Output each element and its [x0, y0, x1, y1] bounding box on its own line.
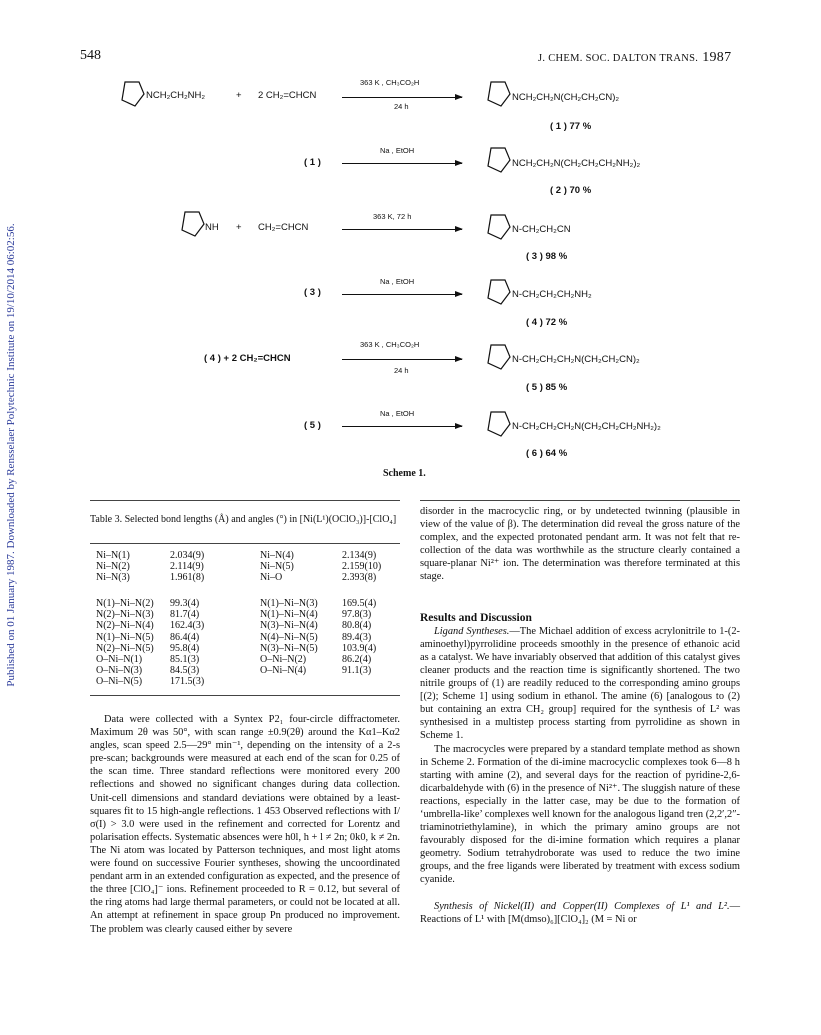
condition-5-bottom: 24 h — [394, 366, 409, 375]
journal-name: J. CHEM. SOC. DALTON TRANS. — [538, 53, 699, 64]
bond-label: N(1)–Ni–N(4) — [260, 609, 318, 621]
journal-year: 1987 — [702, 50, 732, 65]
reagent-1: 2 CH₂=CHCN — [258, 90, 317, 101]
bond-value: 2.134(9) — [342, 550, 377, 561]
reactant-4: ( 3 ) — [304, 287, 321, 298]
synthesis-text: —Reactions of L¹ with [M(dmso)₆][ClO₄]₂ (M = Ni or — [420, 900, 740, 925]
table-row — [96, 598, 396, 609]
pyrrolidine-ring-icon — [484, 213, 512, 241]
ligand-text: —The Michael addition of excess acrylonitrile to 1-(2-aminoethyl)pyrrolidine proceeds smoothly in the presence of ethanoic acid as a catalyst. We have invariably observed that addition of this catalyst gives cleaner products and the reaction time is significantly shortened. The two nitrile groups of (1) are readily reduced to the corresponding amino groups [(2); Scheme 1] using sodium in ethanol. The amine (6) [analogous to (2) but containing an extra CH₂ group] required for the synthesis of L² was synthesised in a multistep process starting from pyrrolidine as shown in Scheme 1. — [420, 625, 740, 742]
table-row — [96, 572, 396, 583]
condition-5-top: 363 K , CH₃CO₂H — [360, 340, 420, 349]
ligand-title: Ligand Syntheses. — [434, 625, 510, 637]
right-column — [420, 505, 740, 926]
reactant-2: ( 1 ) — [304, 157, 321, 168]
synthesis-title: Synthesis of Nickel(II) and Copper(II) Complexes of L¹ and L². — [434, 900, 730, 912]
reaction-arrow-5 — [342, 359, 462, 360]
condition-1-top: 363 K , CH₃CO₂H — [360, 78, 420, 87]
product-5: N-CH₂CH₂CH₂N(CH₂CH₂CN)₂ — [512, 354, 640, 365]
reaction-arrow-4 — [342, 294, 462, 295]
bond-value: 97.8(3) — [342, 609, 372, 621]
pyrrolidine-ring-icon — [118, 80, 146, 108]
bond-label: N(3)–Ni–N(5) — [260, 642, 318, 654]
bond-label: N(3)–Ni–N(4) — [260, 620, 318, 632]
bond-value: 99.3(4) — [170, 598, 200, 609]
bond-label: N(2)–Ni–N(5) — [96, 642, 154, 654]
pyrrolidine-ring-icon — [484, 278, 512, 306]
reactant-5: ( 4 ) + 2 CH₂=CHCN — [204, 353, 291, 364]
bond-value: 84.5(3) — [170, 665, 200, 677]
bond-label: O–Ni–N(4) — [260, 665, 307, 677]
diffraction-text: Data were collected with a Syntex P2₁ four-circle diffractometer. Maximum 2θ was 50°, with scan range ±0.9(2θ) around the Kα1–Kα2 angles, scan speed 2.5—29° min⁻¹, depending on the intensity of a 2-s pre-scan; backgrounds were measured at each end of the scan for 0.25 of the scan time. Three standard reflections were monitored every 200 reflections and showed no significant changes during data collection. Unit-cell dimensions and standard deviations were obtained by a least-squares fit to 15 high-angle reflections. 1 453 Observed reflections with I/σ(I) > 3.0 were used in the refinement and corrected for Lorentz and polarisation effects. Systematic absences were h0l, h + l ≠ 2n; 0k0, k ≠ 2n. The Ni atom was located by Patterson techniques, and most light atoms were found on successive Fourier syntheses, showing the uncoordinated pendant arm in an extended configuration as expected, and the presence of the three [ClO₄]⁻ ions. Refinement proceeded to R = 0.12, but several of the ring atoms had large thermal parameters, or could not be located at all. An attempt at refinement in space group Pn produced no improvement. The problem was clearly caused either by severe — [90, 714, 400, 935]
page-number: 548 — [80, 48, 101, 63]
bond-value: 2.159(10) — [342, 561, 382, 573]
reaction-arrow-6 — [342, 426, 462, 427]
table-row — [96, 620, 396, 631]
bond-label: Ni–N(4) — [260, 550, 294, 561]
bond-value: 91.1(3) — [342, 665, 372, 677]
synthesis-paragraph — [420, 900, 740, 926]
reactant-1: NCH₂CH₂NH₂ — [146, 90, 206, 101]
bond-value: 171.5(3) — [170, 676, 205, 688]
product-4: N-CH₂CH₂CH₂NH₂ — [512, 289, 592, 300]
bond-label: Ni–N(5) — [260, 561, 294, 573]
bond-label: Ni–N(1) — [96, 550, 130, 561]
pyrrolidine-ring-icon — [178, 210, 206, 238]
table-row — [96, 550, 396, 561]
table-bottom-rule — [90, 695, 400, 696]
bond-label: O–Ni–N(2) — [260, 653, 307, 665]
bond-label: O–Ni–N(1) — [96, 653, 143, 665]
bond-value: 2.034(9) — [170, 550, 205, 561]
ligand-paragraph — [420, 625, 740, 743]
bond-value: 162.4(3) — [170, 620, 205, 632]
yield-6: ( 6 ) 64 % — [526, 448, 568, 459]
table-row — [96, 609, 396, 620]
condition-3: 363 K, 72 h — [373, 212, 412, 221]
yield-5: ( 5 ) 85 % — [526, 382, 568, 393]
bond-label: N(1)–Ni–N(3) — [260, 598, 318, 609]
table-row — [96, 643, 396, 654]
experimental-paragraph — [90, 713, 400, 936]
yield-4: ( 4 ) 72 % — [526, 317, 568, 328]
plus-3: + — [236, 222, 242, 233]
reactant-3: NH — [205, 222, 219, 233]
product-1: NCH₂CH₂N(CH₂CH₂CN)₂ — [512, 92, 620, 103]
product-2: NCH₂CH₂N(CH₂CH₂CH₂NH₂)₂ — [512, 158, 641, 169]
bond-label: N(1)–Ni–N(2) — [96, 598, 154, 609]
pyrrolidine-ring-icon — [484, 146, 512, 174]
bond-lengths-table — [96, 550, 396, 584]
yield-2: ( 2 ) 70 % — [550, 185, 592, 196]
table-row — [96, 676, 396, 687]
scheme-caption: Scheme 1. — [383, 468, 426, 479]
table-top-rule — [90, 500, 400, 501]
bond-value: 86.2(4) — [342, 653, 372, 665]
bond-value: 89.4(3) — [342, 631, 372, 643]
results-heading: Results and Discussion — [420, 611, 532, 624]
bond-value: 169.5(4) — [342, 598, 377, 609]
bond-value: 85.1(3) — [170, 653, 200, 665]
bond-value: 2.393(8) — [342, 572, 377, 584]
bond-label: N(1)–Ni–N(5) — [96, 631, 154, 643]
reaction-arrow-1 — [342, 97, 462, 98]
bond-value: 2.114(9) — [170, 561, 204, 573]
column-top-rule — [420, 500, 740, 501]
bond-label: N(4)–Ni–N(5) — [260, 631, 318, 643]
condition-1-bottom: 24 h — [394, 102, 409, 111]
reagent-3: CH₂=CHCN — [258, 222, 309, 233]
bond-label: O–Ni–N(3) — [96, 665, 143, 677]
plus-1: + — [236, 90, 242, 101]
bond-label: Ni–O — [260, 572, 283, 584]
product-6: N-CH₂CH₂CH₂N(CH₂CH₂CH₂NH₂)₂ — [512, 421, 661, 432]
table-row — [96, 561, 396, 572]
condition-6: Na , EtOH — [380, 409, 415, 418]
yield-3: ( 3 ) 98 % — [526, 251, 568, 262]
bond-value: 86.4(4) — [170, 631, 200, 643]
table-row — [96, 654, 396, 665]
reaction-arrow-2 — [342, 163, 462, 164]
bond-value: 81.7(4) — [170, 609, 200, 621]
journal-header — [538, 50, 731, 66]
table-row — [96, 632, 396, 643]
bond-value: 95.8(4) — [170, 642, 200, 654]
publication-watermark: Published on 01 January 1987. Downloaded by Rensselaer Polytechnic Institute on 19/10/2014 06:02:56. — [5, 223, 17, 687]
pyrrolidine-ring-icon — [484, 343, 512, 371]
bond-label: Ni–N(3) — [96, 572, 130, 584]
bond-label: Ni–N(2) — [96, 561, 130, 573]
table-header-rule — [90, 543, 400, 544]
bond-label: N(2)–Ni–N(4) — [96, 620, 154, 632]
table-caption: Table 3. Selected bond lengths (Å) and angles (°) in [Ni(L¹)(OClO₃)]-[ClO₄] — [90, 514, 397, 525]
reaction-arrow-3 — [342, 229, 462, 230]
bond-label: O–Ni–N(5) — [96, 676, 143, 688]
product-3: N-CH₂CH₂CN — [512, 224, 571, 235]
pyrrolidine-ring-icon — [484, 410, 512, 438]
table-row — [96, 665, 396, 676]
disorder-paragraph: disorder in the macrocyclic ring, or by undetected twinning (plausible in view of the value of β). The determination did reveal the gross nature of the complex, and the expected protonated pendant arm. It was not felt that re-collection of the data was worthwhile as the structure clearly contained a square-planar Ni²⁺ ion. The determination was therefore terminated at this stage. — [420, 506, 740, 583]
bond-label: N(2)–Ni–N(3) — [96, 609, 154, 621]
macrocycle-paragraph: The macrocycles were prepared by a standard template method as shown in Scheme 2. Formation of the di-imine macrocyclic complexes took 6—8 h starting with amine (2), and several days for the reaction of pyridine-2,6-dicarbaldehyde with (6) in the presence of Ni²⁺. The sluggish nature of these reactions, especially in the latter case, may be due to the formation of ‘umbrella-like’ complexes well known for the analogous ligand tren (2,2′,2″-triaminotriethylamine), in which the primary amino groups are not favourably disposed for the di-imine formation which requires a planar geometry. Sodium tetrahydroborate was used to reduce the two imine groups, and the free ligands were liberated by treatment with excess sodium cyanide. — [420, 743, 740, 886]
pyrrolidine-ring-icon — [484, 80, 512, 108]
reactant-6: ( 5 ) — [304, 420, 321, 431]
condition-4: Na , EtOH — [380, 277, 415, 286]
bond-value: 103.9(4) — [342, 642, 377, 654]
bond-angles-table — [96, 598, 396, 688]
yield-1: ( 1 ) 77 % — [550, 121, 592, 132]
condition-2: Na , EtOH — [380, 146, 415, 155]
bond-value: 80.8(4) — [342, 620, 372, 632]
bond-value: 1.961(8) — [170, 572, 205, 584]
